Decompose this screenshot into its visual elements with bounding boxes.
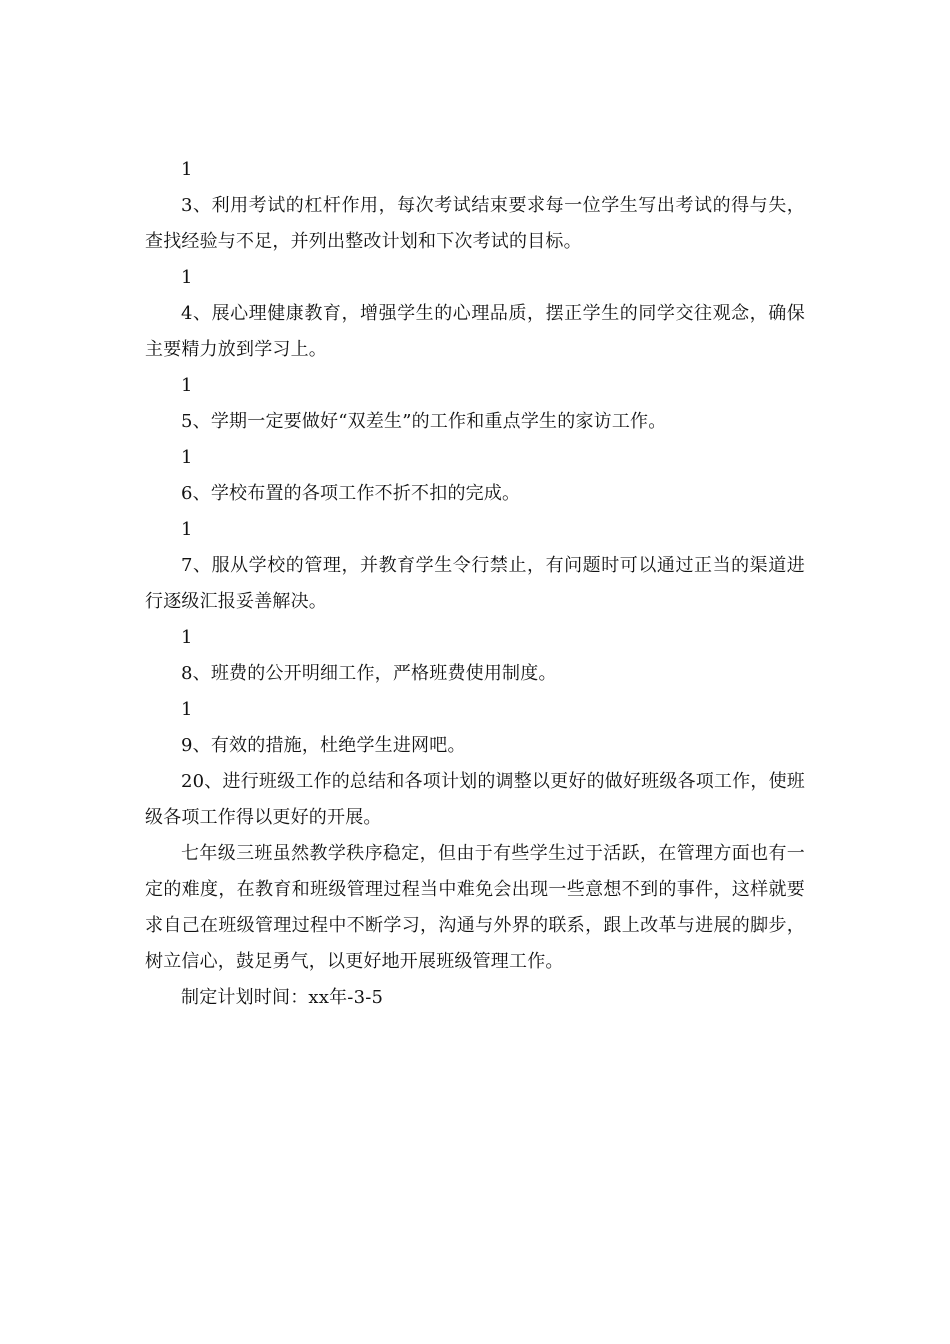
page-number-marker: 1 <box>181 375 193 396</box>
document-body <box>145 152 805 1016</box>
plan-item-20: 20、进行班级工作的总结和各项计划的调整以更好的做好班级各项工作，使班级各项工作得以更好的开展。 <box>145 771 805 828</box>
plan-item-5: 5、学期一定要做好“双差生”的工作和重点学生的家访工作。 <box>181 411 667 432</box>
plan-item-7: 7、服从学校的管理，并教育学生令行禁止，有问题时可以通过正当的渠道进行逐级汇报妥善解决。 <box>145 555 805 612</box>
page-number-marker: 1 <box>181 447 193 468</box>
plan-item-9: 9、有效的措施，杜绝学生进网吧。 <box>181 735 466 756</box>
page-number-marker: 1 <box>181 627 193 648</box>
page-number-marker: 1 <box>181 267 193 288</box>
page-number-marker: 1 <box>181 519 193 540</box>
plan-item-4: 4、展心理健康教育，增强学生的心理品质，摆正学生的同学交往观念，确保主要精力放到学习上。 <box>145 303 805 360</box>
closing-paragraph: 七年级三班虽然教学秩序稳定，但由于有些学生过于活跃，在管理方面也有一定的难度，在教育和班级管理过程当中难免会出现一些意想不到的事件，这样就要求自己在班级管理过程中不断学习，沟通与外界的联系，跟上改革与进展的脚步，树立信心，鼓足勇气，以更好地开展班级管理工作。 <box>145 843 805 972</box>
plan-item-8: 8、班费的公开明细工作，严格班费使用制度。 <box>181 663 557 684</box>
plan-item-6: 6、学校布置的各项工作不折不扣的完成。 <box>181 483 521 504</box>
plan-item-3: 3、利用考试的杠杆作用，每次考试结束要求每一位学生写出考试的得与失，查找经验与不足，并列出整改计划和下次考试的目标。 <box>145 195 805 252</box>
page-number-marker: 1 <box>181 699 193 720</box>
page-number-marker: 1 <box>181 159 193 180</box>
plan-date: 制定计划时间：xx年-3-5 <box>181 987 384 1008</box>
